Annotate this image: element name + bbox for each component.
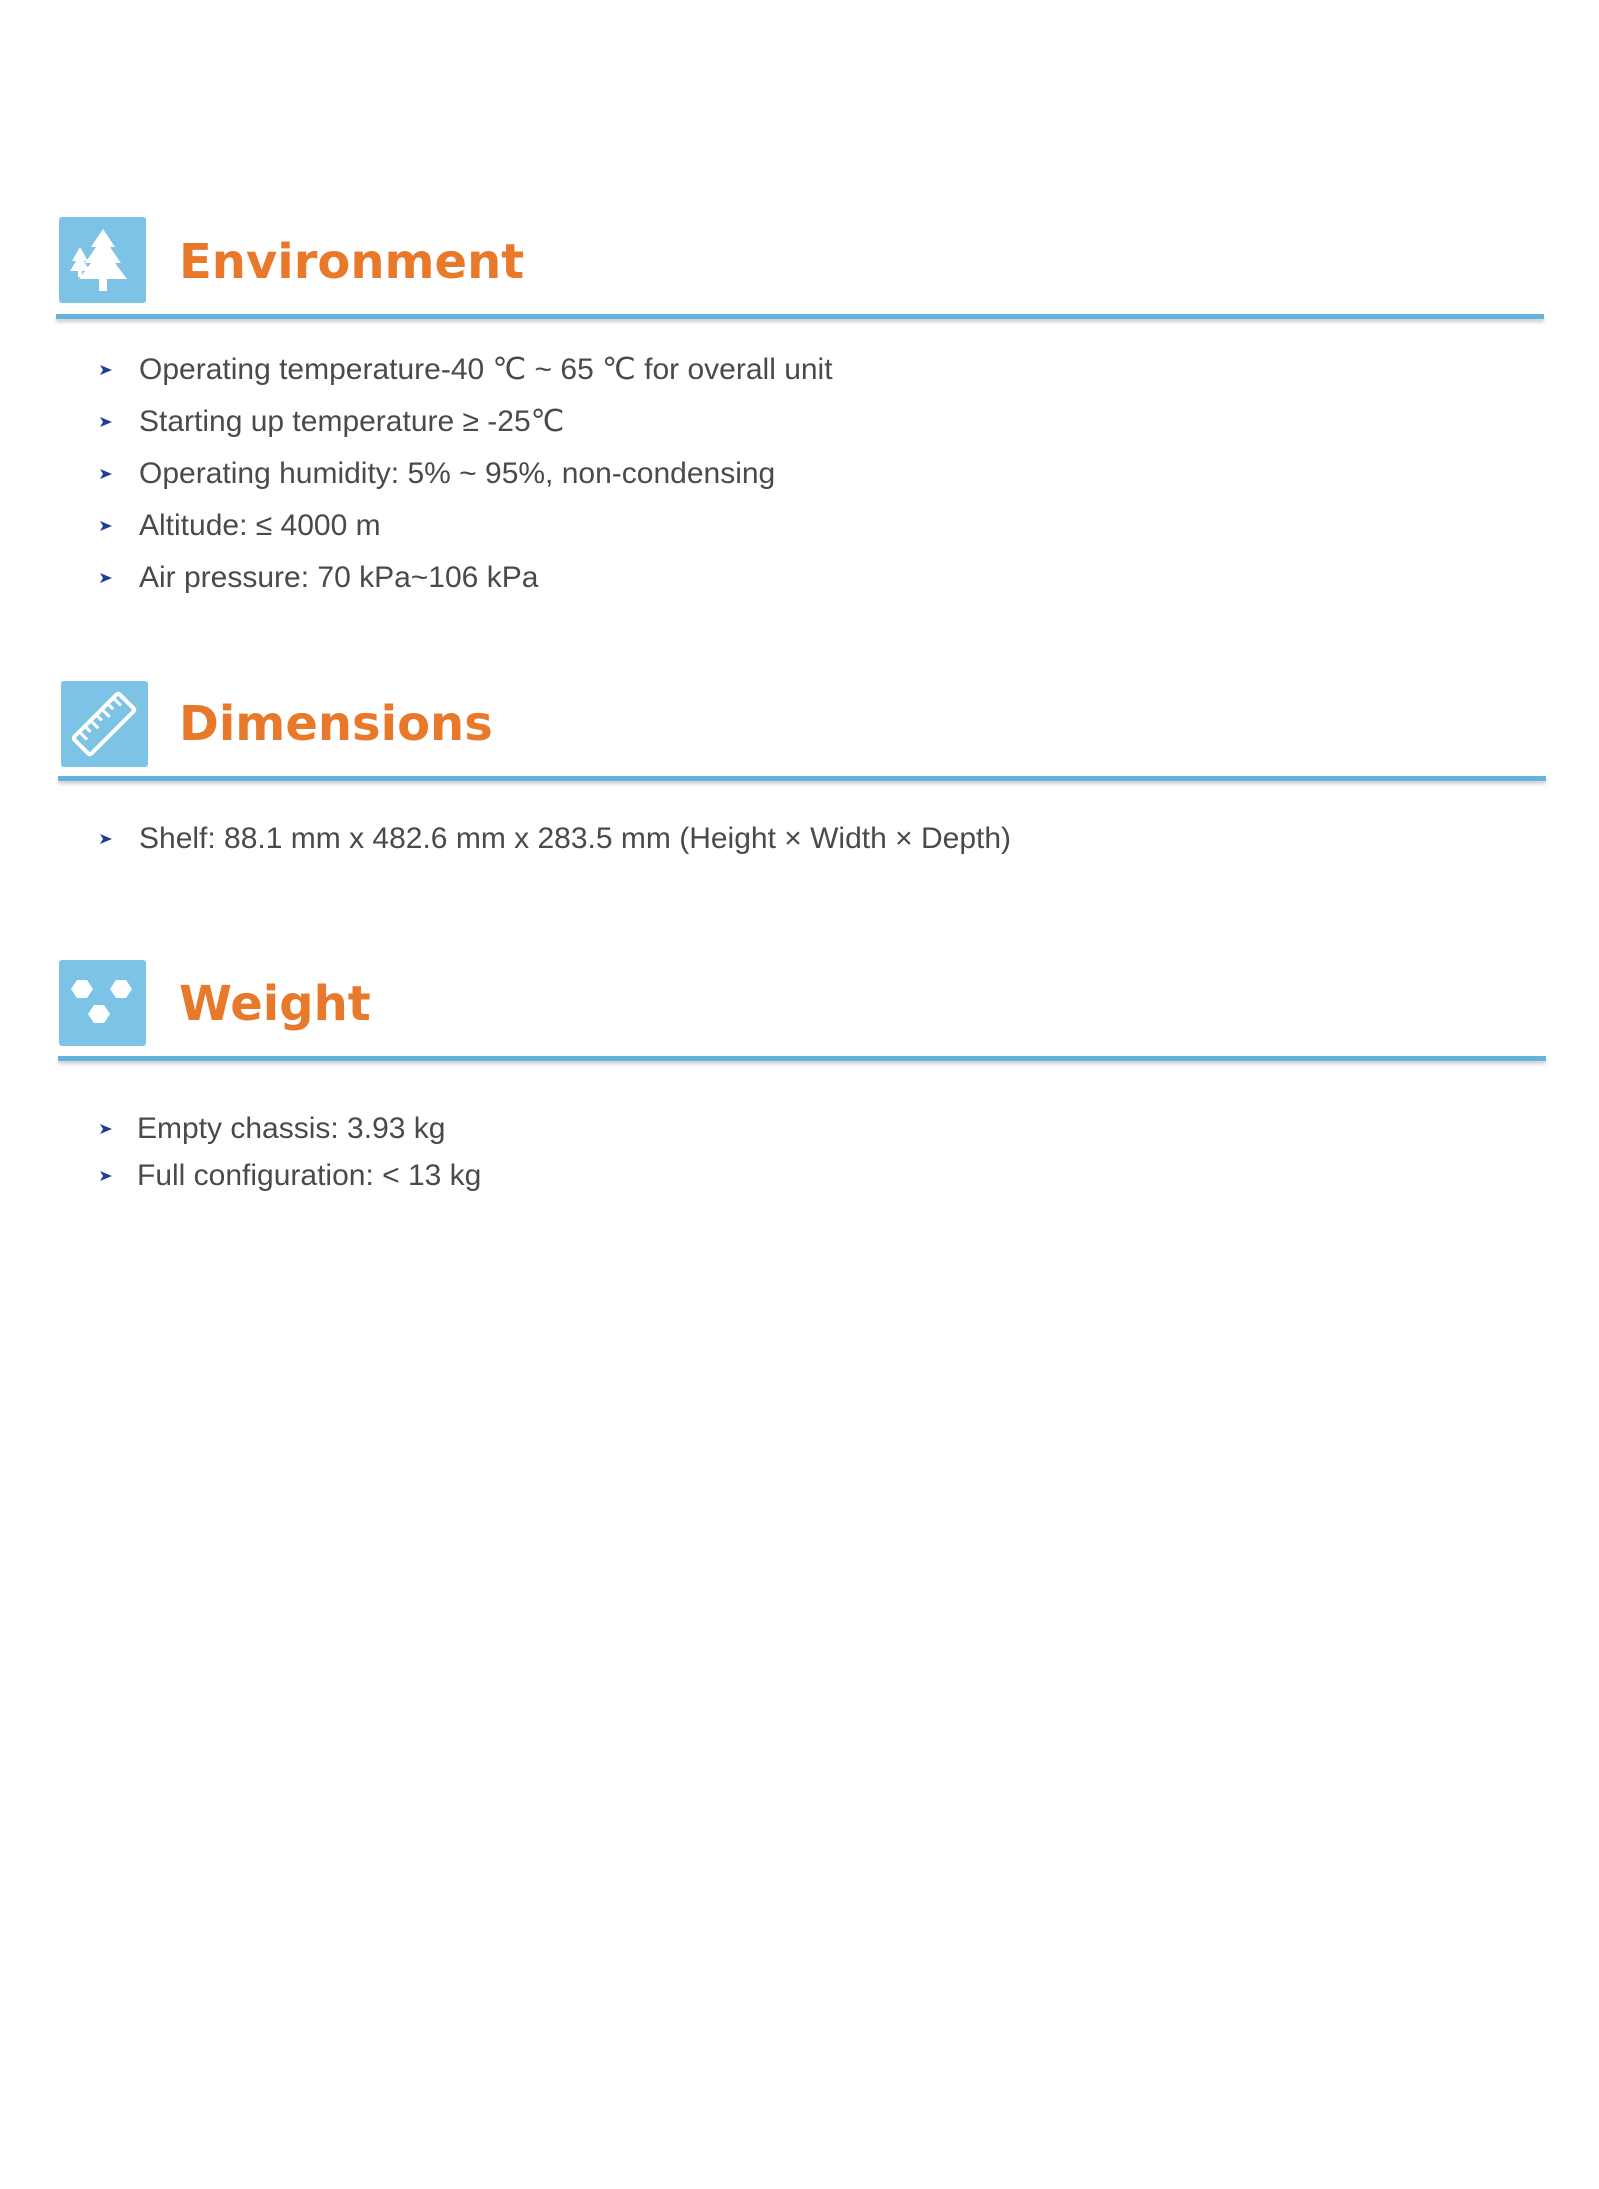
section-title-dimensions: Dimensions xyxy=(179,696,493,752)
list-item-text: Starting up temperature ≥ -25℃ xyxy=(139,405,565,438)
list-item-text: Empty chassis: 3.93 kg xyxy=(137,1112,446,1145)
section-title-environment: Environment xyxy=(179,234,525,290)
section-divider xyxy=(58,776,1546,781)
list-item-text: Shelf: 88.1 mm x 482.6 mm x 283.5 mm (Height × Width × Depth) xyxy=(139,822,1012,855)
weights-icon xyxy=(59,960,146,1046)
arrow-bullet-icon xyxy=(100,1170,112,1182)
ruler-icon xyxy=(61,681,148,767)
arrow-bullet-icon xyxy=(100,468,112,480)
arrow-bullet-icon xyxy=(100,1123,112,1135)
list-item-text: Operating humidity: 5% ~ 95%, non-condensing xyxy=(139,457,776,490)
list-item-text: Altitude: ≤ 4000 m xyxy=(139,509,381,542)
list-item-text: Operating temperature-40 ℃ ~ 65 ℃ for overall unit xyxy=(139,353,833,386)
arrow-bullet-icon xyxy=(100,364,112,376)
section-divider xyxy=(56,314,1544,319)
section-title-weight: Weight xyxy=(179,976,371,1032)
list-item-text: Air pressure: 70 kPa~106 kPa xyxy=(139,561,539,594)
arrow-bullet-icon xyxy=(100,572,112,584)
arrow-bullet-icon xyxy=(100,833,112,845)
list-item-text: Full configuration: < 13 kg xyxy=(137,1159,482,1192)
section-divider xyxy=(58,1056,1546,1061)
arrow-bullet-icon xyxy=(100,520,112,532)
arrow-bullet-icon xyxy=(100,416,112,428)
tree-icon xyxy=(59,217,146,303)
